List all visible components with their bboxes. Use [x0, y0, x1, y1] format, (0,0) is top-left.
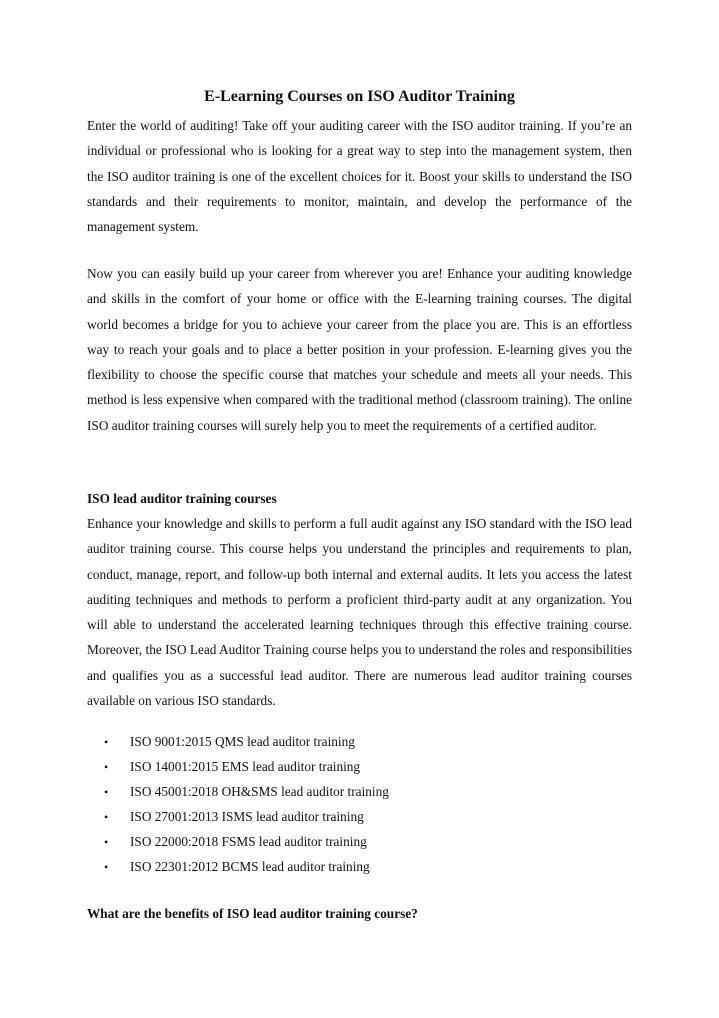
list-item — [87, 732, 389, 757]
bullet-icon: • — [104, 810, 109, 824]
list-item-label: ISO 22301:2012 BCMS lead auditor training — [130, 859, 370, 874]
section-heading-benefits: What are the benefits of ISO lead auditor training course? — [87, 906, 418, 921]
list-item-label: ISO 27001:2013 ISMS lead auditor training — [130, 809, 364, 824]
bullet-icon: • — [104, 785, 109, 799]
intro-paragraph: Enter the world of auditing! Take off your auditing career with the ISO auditor training. If you’re an individual or professional who is looking for a great way to step into the management system, then the ISO auditor training is one of the excellent choices for it. Boost your skills to understand the ISO standards and their requirements to monitor, maintain, and develop the performance of the management system. — [87, 118, 632, 235]
list-item-label: ISO 9001:2015 QMS lead auditor training — [130, 734, 355, 749]
bullet-icon: • — [104, 860, 109, 874]
list-item — [87, 832, 389, 857]
list-item-label: ISO 45001:2018 OH&SMS lead auditor training — [130, 784, 389, 799]
list-item — [87, 757, 389, 782]
list-item — [87, 807, 389, 832]
list-item — [87, 857, 389, 882]
list-item — [87, 782, 389, 807]
document-title: E-Learning Courses on ISO Auditor Training — [204, 88, 515, 105]
course-list — [87, 732, 389, 882]
list-item-label: ISO 22000:2018 FSMS lead auditor training — [130, 834, 367, 849]
section-heading-lead-auditor: ISO lead auditor training courses — [87, 491, 277, 506]
list-item-label: ISO 14001:2015 EMS lead auditor training — [130, 759, 361, 774]
elearning-paragraph: Now you can easily build up your career from wherever you are! Enhance your auditing knowledge and skills in the comfort of your home or office with the E-learning training courses. The digital world becomes a bridge for you to achieve your career from the place you are. This is an effortless way to reach your goals and to place a better position in your profession. E-learning gives you the flexibility to choose the specific course that matches your schedule and meets all your needs. This method is less expensive when compared with the traditional method (classroom training). The online ISO auditor training courses will surely help you to meet the requirements of a certified auditor. — [87, 266, 632, 433]
bullet-icon: • — [104, 735, 109, 749]
bullet-icon: • — [104, 760, 109, 774]
bullet-icon: • — [104, 835, 109, 849]
lead-auditor-paragraph: Enhance your knowledge and skills to perform a full audit against any ISO standard with the ISO lead auditor training course. This course helps you understand the principles and requirements to plan, conduct, manage, report, and follow-up both internal and external audits. It lets you access the latest auditing techniques and methods to perform a proficient third-party audit at any organization. You will able to understand the accelerated learning techniques through this effective training course. Moreover, the ISO Lead Auditor Training course helps you to understand the roles and responsibilities and qualifies you as a successful lead auditor. There are numerous lead auditor training courses available on various ISO standards. — [87, 516, 632, 709]
